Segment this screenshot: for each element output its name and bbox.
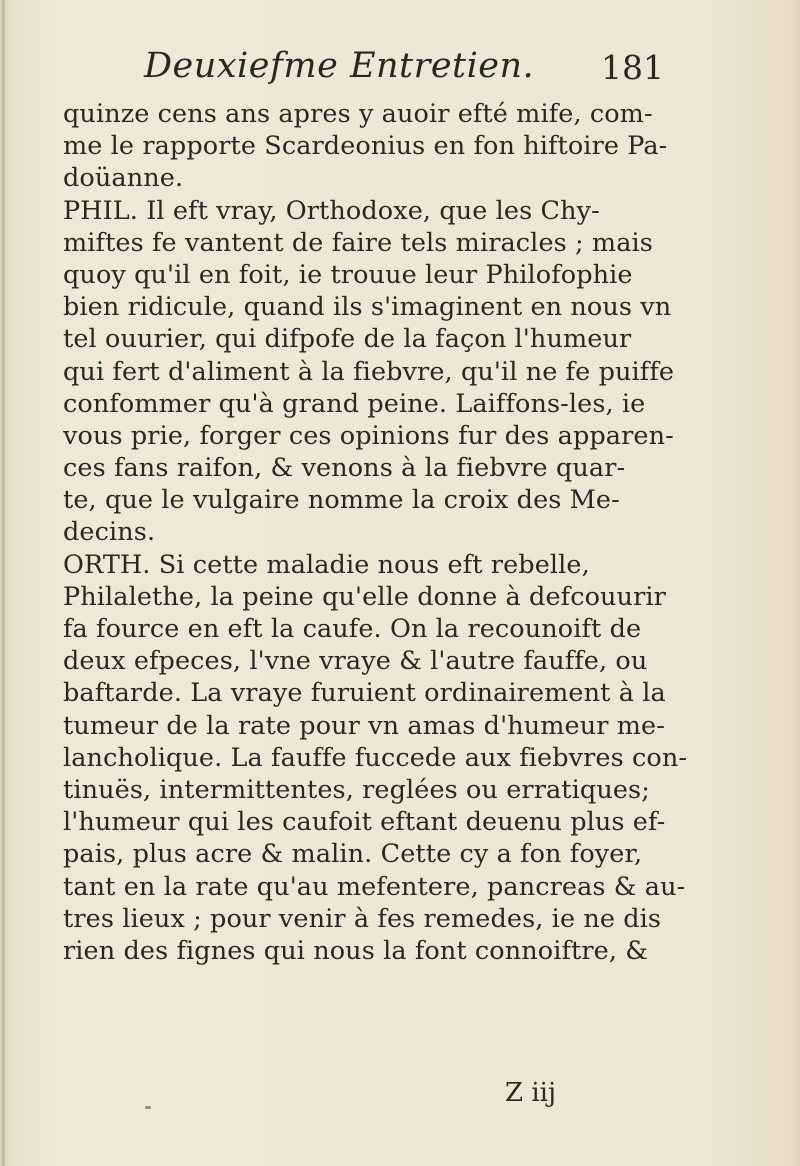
text-line: lancholique. La fauffe fuccede aux fiebvres con- xyxy=(63,742,688,773)
text-line: confommer qu'à grand peine. Laiffons-les, ie xyxy=(63,388,646,419)
page-header xyxy=(144,46,664,102)
text-line: quinze cens ans apres y auoir efté mife, com- xyxy=(63,99,653,129)
text-line: me le rapporte Scardeonius en fon hiftoire Pa- xyxy=(63,131,668,162)
body-text xyxy=(63,98,688,967)
text-line: rien des fignes qui nous la font connoiftre, & xyxy=(63,935,649,966)
text-line: vous prie, forger ces opinions fur des apparen- xyxy=(63,420,674,451)
page-number: 181 xyxy=(601,48,664,87)
text-line: te, que le vulgaire nomme la croix des Me- xyxy=(63,485,620,516)
text-line: tres lieux ; pour venir à fes remedes, ie ne dis xyxy=(63,903,662,934)
text-line: ces fans raifon, & venons à la fiebvre quar- xyxy=(63,453,626,484)
binding-gutter xyxy=(2,0,5,1166)
text-line: pais, plus acre & malin. Cette cy a fon foyer, xyxy=(63,839,643,870)
text-line: ORTH. Si cette maladie nous eft rebelle, xyxy=(63,549,590,580)
text-line: qui fert d'aliment à la fiebvre, qu'il ne fe puiffe xyxy=(63,356,675,387)
text-line: deux efpeces, l'vne vraye & l'autre fauffe, ou xyxy=(63,646,648,677)
text-line: miftes fe vantent de faire tels miracles ; mais xyxy=(63,227,653,258)
running-title: Deuxiefme Entretien. xyxy=(144,46,535,86)
ink-speck xyxy=(145,1106,151,1109)
page-footer xyxy=(63,1078,667,1118)
text-line: bien ridicule, quand ils s'imaginent en nous vn xyxy=(63,292,672,323)
text-line: quoy qu'il en foit, ie trouue leur Philofophie xyxy=(63,259,633,290)
text-line: tumeur de la rate pour vn amas d'humeur me- xyxy=(63,710,665,741)
text-line: doüanne. xyxy=(63,163,184,194)
text-line: tinuës, intermittentes, reglées ou erratiques; xyxy=(63,774,650,805)
text-line: fa fource en eft la caufe. On la recounoift de xyxy=(63,614,642,644)
signature-mark: Z iij xyxy=(505,1078,557,1108)
text-line: l'humeur qui les caufoit eftant deuenu plus ef- xyxy=(63,807,666,838)
text-line: PHIL. Il eft vray, Orthodoxe, que les Chy- xyxy=(63,195,600,226)
text-line: tant en la rate qu'au mefentere, pancreas & au- xyxy=(63,871,686,902)
text-line: Philalethe, la peine qu'elle donne à defcouurir xyxy=(63,581,666,612)
text-line: baftarde. La vraye furuient ordinairement à la xyxy=(63,678,666,709)
text-line: tel ouurier, qui difpofe de la façon l'humeur xyxy=(63,324,632,355)
text-line: decins. xyxy=(63,517,156,548)
